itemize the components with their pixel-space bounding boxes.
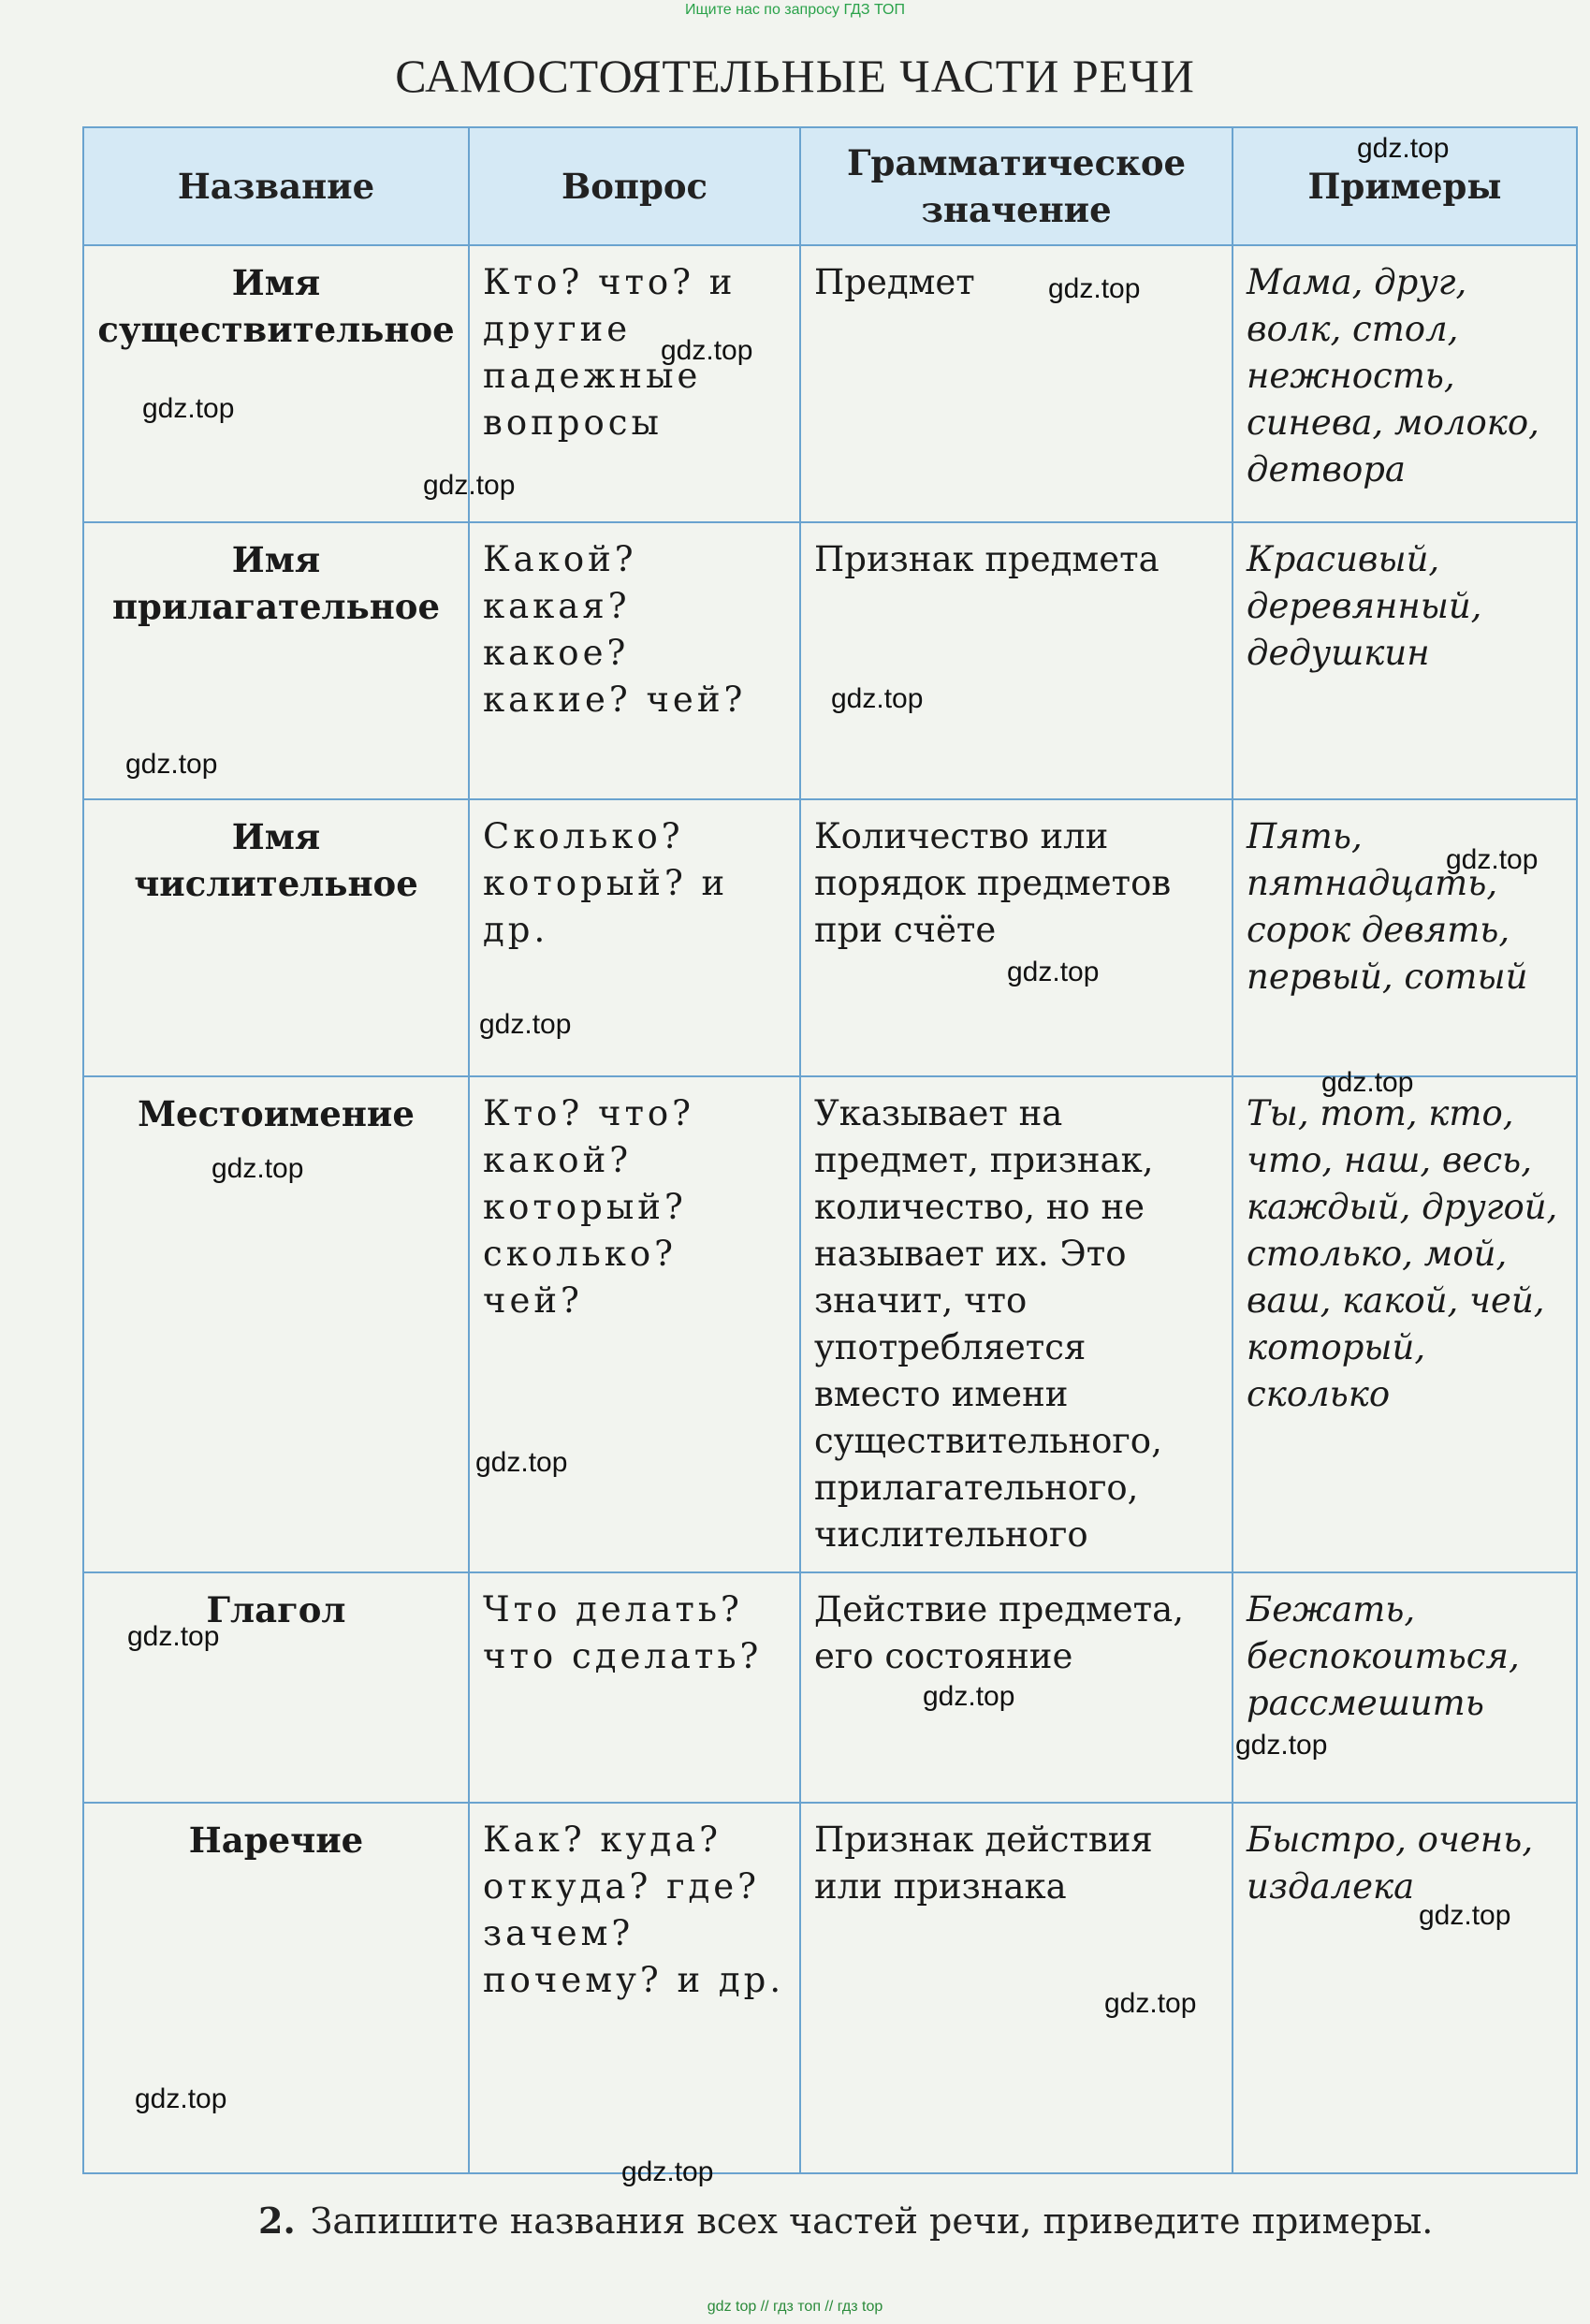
row-name: Наречие <box>83 1803 469 2173</box>
row-question <box>469 1572 800 1803</box>
question-text: Сколько? который? и др. <box>483 816 729 950</box>
watermark: gdz.top <box>1357 133 1450 164</box>
header-name: Название <box>83 127 469 245</box>
task-number: 2. <box>258 2200 296 2242</box>
row-examples: Мама, друг, волк, стол, нежность, синева, молоко, детвора <box>1233 245 1577 522</box>
task-text: Запишите названия всех частей речи, приведите примеры. <box>310 2200 1434 2242</box>
watermark: gdz.top <box>1048 273 1141 304</box>
row-name: Глагол <box>83 1572 469 1803</box>
watermark: gdz.top <box>212 1153 304 1184</box>
watermark: gdz.top <box>142 393 235 424</box>
question-text: Как? куда? откуда? где? зачем? почему? и др. <box>483 1820 785 2000</box>
page-title: САМОСТОЯТЕЛЬНЫЕ ЧАСТИ РЕЧИ <box>395 50 1195 102</box>
parts-of-speech-table <box>82 126 1578 2174</box>
watermark: gdz.top <box>1235 1730 1328 1761</box>
task-instruction <box>258 2200 1433 2242</box>
row-meaning: Предмет <box>800 245 1233 522</box>
watermark: gdz.top <box>1419 1900 1511 1931</box>
row-name: Имя прилагательное <box>83 522 469 799</box>
watermark: gdz.top <box>1446 844 1539 875</box>
row-meaning: Действие предмета, его состояние <box>800 1572 1233 1803</box>
header-meaning: Грамматическое значение <box>800 127 1233 245</box>
row-meaning: Признак предмета <box>800 522 1233 799</box>
table-row <box>83 522 1577 799</box>
row-examples: Бежать, беспокоиться, рассмешить <box>1233 1572 1577 1803</box>
watermark: gdz.top <box>661 335 753 366</box>
watermark: gdz.top <box>1007 957 1100 987</box>
bottom-banner[interactable]: gdz top // гдз топ // гдз top <box>707 2299 883 2315</box>
watermark: gdz.top <box>475 1447 568 1478</box>
watermark: gdz.top <box>479 1009 572 1040</box>
watermark: gdz.top <box>1321 1067 1414 1098</box>
row-meaning: Признак действия или признака <box>800 1803 1233 2173</box>
table-row <box>83 1572 1577 1803</box>
question-text: Кто? что? какой? который? сколько? чей? <box>483 1093 695 1321</box>
table-row <box>83 245 1577 522</box>
watermark: gdz.top <box>423 470 516 501</box>
row-examples: Пять, пятнадцать, сорок девять, первый, сотый <box>1233 799 1577 1076</box>
watermark: gdz.top <box>621 2156 714 2187</box>
row-question <box>469 522 800 799</box>
question-text: Какой? какая? какое? какие? чей? <box>483 539 747 720</box>
watermark: gdz.top <box>831 683 924 714</box>
row-name: Местоимение <box>83 1076 469 1572</box>
row-meaning: Указывает на предмет, признак, количество, но не называет их. Это значит, что употребляется вместо имени существительного, прилагательного, числительного <box>800 1076 1233 1572</box>
question-text: Что делать? что сделать? <box>483 1589 763 1676</box>
row-examples: Быстро, очень, издалека <box>1233 1803 1577 2173</box>
watermark: gdz.top <box>1104 1988 1197 2019</box>
table-row <box>83 1076 1577 1572</box>
table-row <box>83 1803 1577 2173</box>
question-text: Кто? что? и другие падежные вопросы <box>483 262 737 443</box>
row-name: Имя существительное <box>83 245 469 522</box>
header-question: Вопрос <box>469 127 800 245</box>
watermark: gdz.top <box>125 749 218 780</box>
top-banner[interactable]: Ищите нас по запросу ГДЗ ТОП <box>685 2 905 18</box>
watermark: gdz.top <box>127 1621 220 1652</box>
watermark: gdz.top <box>135 2083 227 2114</box>
row-name: Имя числительное <box>83 799 469 1076</box>
header-examples: Примеры <box>1233 127 1577 245</box>
row-question <box>469 1076 800 1572</box>
table-row <box>83 799 1577 1076</box>
table-header-row <box>83 127 1577 245</box>
row-meaning: Количество или порядок предметов при счёте <box>800 799 1233 1076</box>
row-examples: Красивый, деревянный, дедушкин <box>1233 522 1577 799</box>
row-question <box>469 245 800 522</box>
row-examples: Ты, тот, кто, что, наш, весь, каждый, другой, столько, мой, ваш, какой, чей, который, сколько <box>1233 1076 1577 1572</box>
row-question <box>469 1803 800 2173</box>
watermark: gdz.top <box>923 1681 1015 1712</box>
